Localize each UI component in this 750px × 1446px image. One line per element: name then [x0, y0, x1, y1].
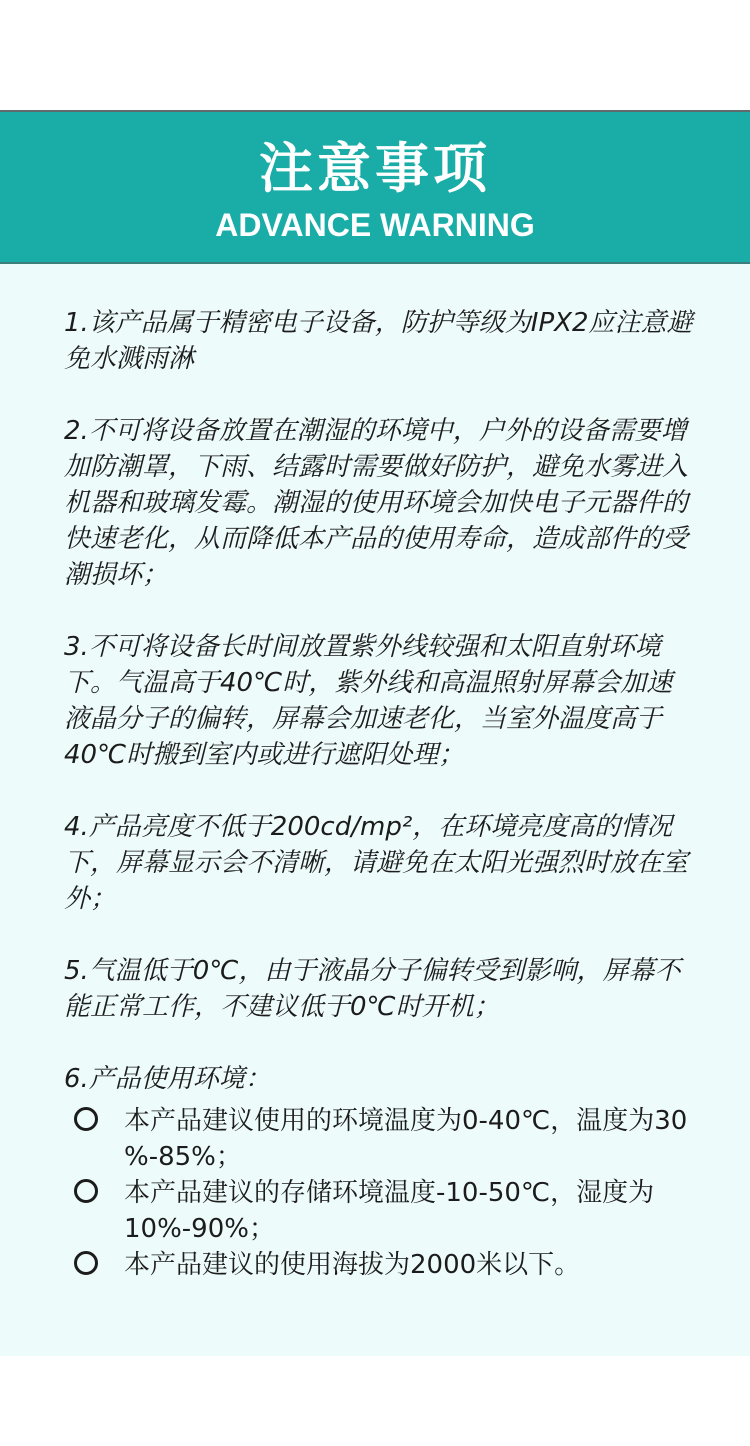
warning-item-4: 4.产品亮度不低于200cd/mp²，在环境亮度高的情况下，屏幕显示会不清晰，请避免在太阳光强烈时放在室外；	[64, 812, 689, 914]
warning-item-3: 3.不可将设备长时间放置紫外线较强和太阳直射环境下。气温高于40℃时，紫外线和高温照射屏幕会加速液晶分子的偏转，屏幕会加速老化，当室外温度高于40℃时搬到室内或进行遮阳处理；	[64, 632, 673, 770]
environment-bullet-list	[64, 1103, 696, 1283]
warning-item-2: 2.不可将设备放置在潮湿的环境中，户外的设备需要增加防潮罩，下雨、结露时需要做好防护，避免水雾进入机器和玻璃发霉。潮湿的使用环境会加快电子元器件的快速老化，从而降低本产品的使用寿命，造成部件的受潮损坏；	[64, 416, 689, 590]
warning-item-5: 5.气温低于0℃，由于液晶分子偏转受到影响，屏幕不能正常工作，不建议低于0℃时开机；	[64, 956, 681, 1022]
page-title: 注意事项	[259, 137, 491, 200]
environment-bullet-text: 本产品建议使用的环境温度为0-40℃，温度为30 %-85%；	[124, 1106, 688, 1172]
circle-outline-icon	[74, 1179, 98, 1203]
warning-item-6	[64, 1061, 696, 1283]
environment-bullet	[74, 1103, 696, 1175]
page-subtitle: ADVANCE WARNING	[215, 207, 535, 243]
warning-list	[64, 305, 696, 1283]
circle-outline-icon	[74, 1251, 98, 1275]
environment-bullet-text: 本产品建议的存储环境温度-10-50℃，湿度为10%-90%；	[124, 1178, 655, 1244]
warning-item-1: 1.该产品属于精密电子设备，防护等级为IPX2应注意避免水溅雨淋	[64, 308, 693, 374]
environment-bullet	[74, 1175, 696, 1247]
environment-bullet-text: 本产品建议的使用海拔为2000米以下。	[124, 1250, 581, 1280]
warning-item-6-lead: 6.产品使用环境：	[64, 1064, 271, 1094]
circle-outline-icon	[74, 1107, 98, 1131]
environment-bullet	[74, 1247, 696, 1283]
